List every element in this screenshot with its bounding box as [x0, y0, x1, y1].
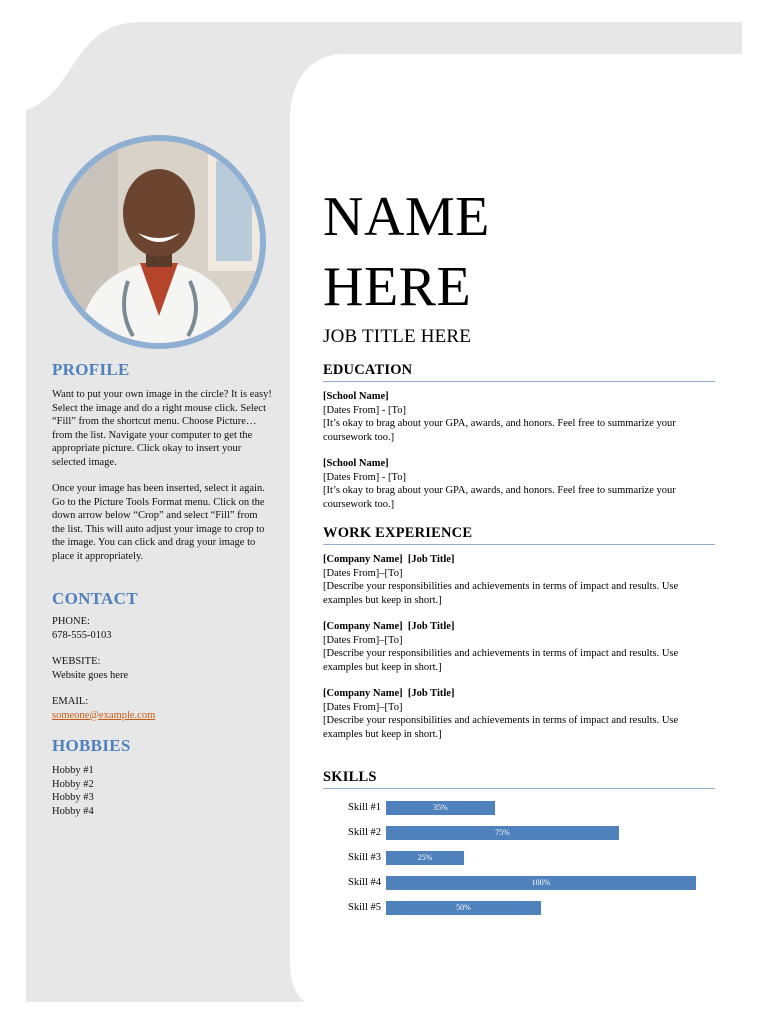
skill-label: Skill #2 — [348, 827, 381, 838]
work-entry — [323, 687, 715, 741]
education-dates: [Dates From] - [To] — [323, 404, 406, 416]
phone-value: 678-555-0103 — [52, 629, 112, 641]
work-title: [Company Name] [Job Title] — [323, 688, 455, 699]
email-label: EMAIL: — [52, 696, 89, 707]
profile-photo[interactable] — [52, 135, 266, 349]
email-link[interactable]: someone@example.com — [52, 709, 156, 721]
profile-heading: PROFILE — [52, 360, 130, 379]
education-entry — [323, 390, 715, 444]
person-photo-icon — [58, 141, 260, 343]
skill-label: Skill #5 — [348, 902, 381, 913]
work-description: [Describe your responsibilities and achievements in terms of impact and results. Use examples but keep in short.] — [323, 715, 679, 740]
website-value: Website goes here — [52, 669, 129, 681]
education-description: [It’s okay to brag about your GPA, awards, and honors. Feel free to summarize your coursework too.] — [323, 485, 676, 510]
skill-track — [386, 801, 696, 815]
skill-bar — [386, 876, 696, 890]
skill-row — [323, 826, 715, 840]
contact-heading: CONTACT — [52, 589, 138, 608]
name-line-2: HERE — [323, 256, 472, 318]
skill-bar — [386, 801, 495, 815]
main-content — [323, 182, 715, 931]
hobby-item: Hobby #1 — [52, 765, 94, 776]
skill-row — [323, 876, 715, 890]
skill-percent-label: 35% — [433, 803, 448, 812]
work-heading: WORK EXPERIENCE — [323, 525, 715, 545]
website-label: WEBSITE: — [52, 656, 101, 667]
school-name: [School Name] — [323, 458, 389, 469]
skill-track — [386, 851, 696, 865]
education-dates: [Dates From] - [To] — [323, 471, 406, 483]
skill-label: Skill #4 — [348, 877, 381, 888]
school-name: [School Name] — [323, 391, 389, 402]
work-description: [Describe your responsibilities and achievements in terms of impact and results. Use examples but keep in short.] — [323, 648, 679, 673]
hobby-item: Hobby #3 — [52, 792, 94, 803]
skill-track — [386, 901, 696, 915]
skill-row — [323, 801, 715, 815]
hobbies-heading: HOBBIES — [52, 736, 131, 755]
work-description: [Describe your responsibilities and achievements in terms of impact and results. Use examples but keep in short.] — [323, 581, 679, 606]
skill-track — [386, 826, 696, 840]
job-title: JOB TITLE HERE — [323, 326, 472, 347]
phone-label: PHONE: — [52, 616, 90, 627]
sidebar — [52, 360, 272, 818]
skill-percent-label: 50% — [456, 903, 471, 912]
skill-percent-label: 100% — [531, 878, 551, 887]
skill-percent-label: 25% — [417, 853, 433, 862]
profile-paragraph-2: Once your image has been inserted, select it again. Go to the Picture Tools Format menu. Click on the down arrow below “Crop” and select “Fill” from the list. This will auto adjust your image to crop to the image. You can click and drag your image to place it appropriately. — [52, 483, 265, 562]
skill-bar — [386, 826, 619, 840]
work-dates: [Dates From]–[To] — [323, 634, 403, 646]
work-dates: [Dates From]–[To] — [323, 567, 403, 579]
education-entry — [323, 457, 715, 511]
skills-chart — [323, 801, 715, 931]
skill-bar — [386, 901, 541, 915]
hobby-item: Hobby #4 — [52, 805, 94, 817]
skill-track — [386, 876, 696, 890]
skills-heading: SKILLS — [323, 769, 715, 789]
profile-paragraph-1: Want to put your own image in the circle? It is easy! Select the image and do a right mouse click. Select “Fill” from the shortcut menu. Choose Picture… from the list. Navigate your computer to get the appropriate picture. Click okay to insert your selected image. — [52, 389, 272, 468]
education-description: [It’s okay to brag about your GPA, awards, and honors. Feel free to summarize your coursework too.] — [323, 418, 676, 443]
skill-percent-label: 75% — [495, 828, 510, 837]
skill-label: Skill #3 — [348, 852, 381, 863]
skill-bar — [386, 851, 464, 865]
work-entry — [323, 620, 715, 674]
work-title: [Company Name] [Job Title] — [323, 621, 455, 632]
work-entry — [323, 553, 715, 607]
skill-row — [323, 901, 715, 915]
skill-label: Skill #1 — [348, 802, 381, 813]
name-line-1: NAME — [323, 186, 490, 248]
skill-row — [323, 851, 715, 865]
hobby-item: Hobby #2 — [52, 778, 94, 790]
work-dates: [Dates From]–[To] — [323, 701, 403, 713]
education-heading: EDUCATION — [323, 362, 715, 382]
work-title: [Company Name] [Job Title] — [323, 554, 455, 565]
